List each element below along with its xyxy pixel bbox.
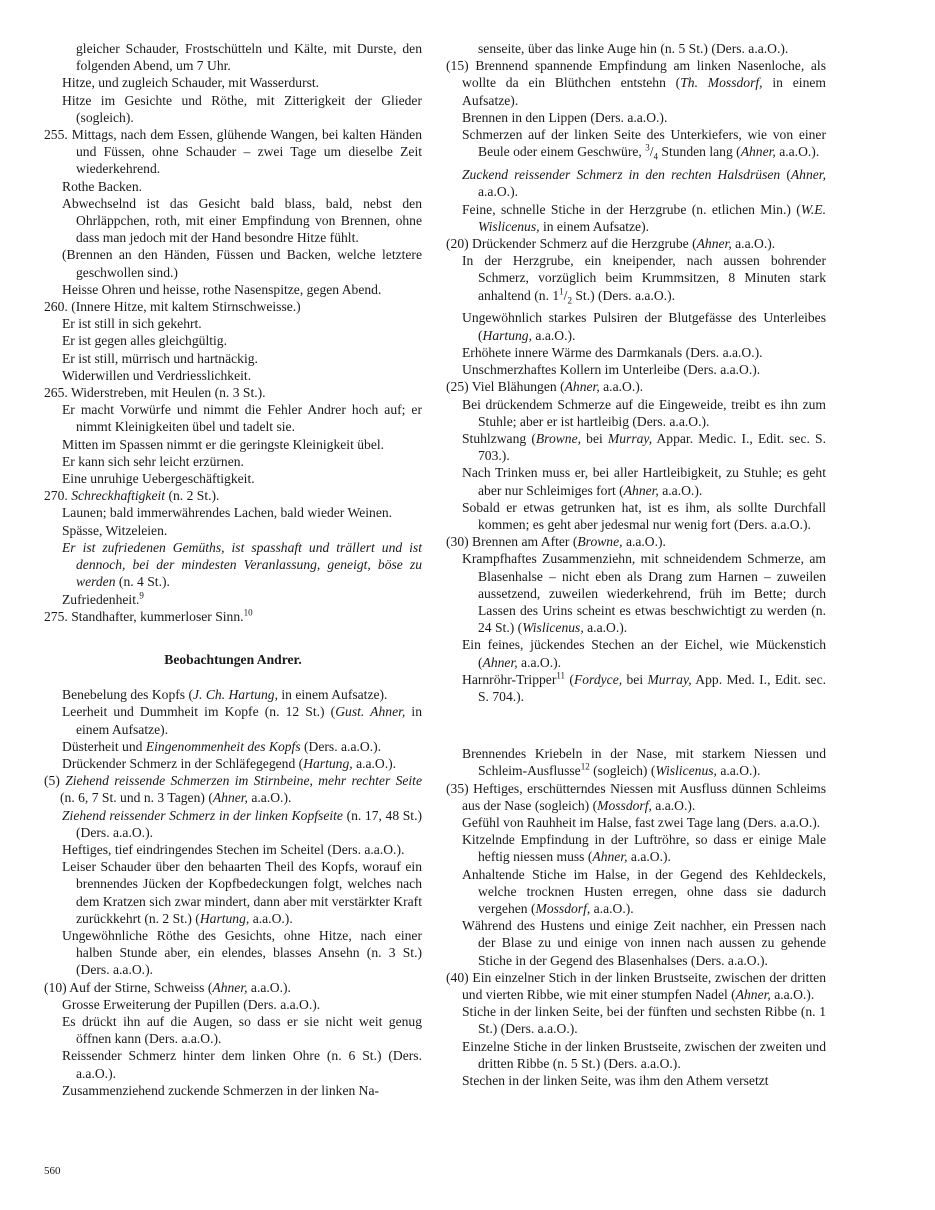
- symptom-entry: Er ist still, mürrisch und hartnäckig.: [62, 350, 258, 366]
- symptom-entry: (Brennen an den Händen, Füssen und Backen, welche letztere geschwollen sind.): [62, 247, 422, 280]
- symptom-entry: Er ist still in sich gekehrt.: [62, 316, 202, 332]
- symptom-entry: Hitze im Gesichte und Röthe, mit Zitterigkeit der Glieder (sogleich).: [62, 92, 422, 125]
- symptom-entry: Reissender Schmerz hinter dem linken Ohre (n. 6 St.) (Ders. a.a.O.).: [62, 1048, 422, 1081]
- symptom-entry: Stiche in der linken Seite, bei der fünften und sechsten Ribbe (n. 1 St.) (Ders. a.a.O.).: [462, 1004, 826, 1037]
- symptom-entry: Grosse Erweiterung der Pupillen (Ders. a.a.O.).: [62, 996, 321, 1012]
- symptom-entry: Zufriedenheit.$^9$: [62, 589, 144, 607]
- symptom-entry: Drückender Schmerz in der Schläfegegend (Hartung, a.a.O.).: [62, 755, 397, 771]
- symptom-entry: Abwechselnd ist das Gesicht bald blass, bald, nebst den Ohrläppchen, roth, mit einer Empfindung von Brennen, ohne dass man jedoch mit der Hand besondre Hitze fühlt.: [62, 195, 422, 246]
- symptom-entry: Stechen in der linken Seite, was ihm den Athem versetzt: [462, 1073, 769, 1089]
- symptom-entry: Ziehend reissender Schmerz in der linken Kopfseite (n. 17, 48 St.) (Ders. a.a.O.).: [62, 807, 422, 840]
- symptom-entry: Es drückt ihn auf die Augen, so dass er sie nicht weit genug öffnen kann (Ders. a.a.O.).: [62, 1013, 422, 1047]
- symptom-entry: (5) Ziehend reissende Schmerzen im Stirnbeine, mehr rechter Seite (n. 6, 7 St. und n. 3 Tagen) (Ahner, a.a.O.).: [44, 773, 422, 806]
- page-number: 560: [44, 1165, 61, 1177]
- symptom-entry: Widerwillen und Verdriesslichkeit.: [62, 367, 252, 383]
- symptom-entry: 270. Schreckhaftigkeit (n. 2 St.).: [44, 488, 220, 504]
- symptom-entry: Brennendes Kriebeln in der Nase, mit starkem Niessen und Schleim-Ausflusse$^{12}$ (sogleich) (Wislicenus, a.a.O.).: [462, 746, 826, 779]
- symptom-entry: Nach Trinken muss er, bei aller Hartleibigkeit, zu Stuhle; es geht aber nur Schleimiges fort (Ahner, a.a.O.).: [462, 465, 826, 498]
- symptom-entry: Krampfhaftes Zusammenziehn, mit schneidendem Schmerze, am Blasenhalse – nicht eben als Drang zum Harnen – zuweilen aussetzend, zuweilen wiederkehrend, früh im Bette; durch Lassen des Urins scheint es etwas beschwichtigt zu werden (n. 24 St.) (Wislicenus, a.a.O.).: [462, 551, 826, 636]
- symptom-entry: Heisse Ohren und heisse, rothe Nasenspitze, gegen Abend.: [62, 281, 382, 297]
- symptom-entry: In der Herzgrube, ein kneipender, nach aussen bohrender Schmerz, vorzüglich beim Krummsitzen, 8 Minuten stark anhaltend (n. $1^1/_2$ St.) (Ders. a.a.O.).: [462, 253, 826, 306]
- symptom-entry: Benebelung des Kopfs (J. Ch. Hartung, in einem Aufsatze).: [62, 687, 388, 703]
- right-column: [446, 40, 826, 1089]
- symptom-entry: Er ist gegen alles gleichgültig.: [62, 333, 227, 349]
- symptom-entry: Heftiges, tief eindringendes Stechen im Scheitel (Ders. a.a.O.).: [62, 841, 405, 857]
- symptom-entry: Einzelne Stiche in der linken Brustseite, zwischen der zweiten und dritten Ribbe (n. 5 St.) (Ders. a.a.O.).: [462, 1038, 826, 1071]
- symptom-entry: Ein feines, jückendes Stechen an der Eichel, wie Mückenstich (Ahner, a.a.O.).: [462, 637, 826, 670]
- symptom-entry: Unschmerzhaftes Kollern im Unterleibe (Ders. a.a.O.).: [462, 362, 761, 378]
- symptom-entry: Feine, schnelle Stiche in der Herzgrube (n. etlichen Min.) (W.E. Wislicenus, in einem Aufsatze).: [462, 201, 826, 234]
- symptom-entry: Gefühl von Rauhheit im Halse, fast zwei Tage lang (Ders. a.a.O.).: [462, 814, 821, 830]
- symptom-entry: Zusammenziehend zuckende Schmerzen in der linken Na-: [62, 1082, 380, 1098]
- symptom-entry: Er kann sich sehr leicht erzürnen.: [62, 453, 244, 469]
- symptom-entry: Zuckend reissender Schmerz in den rechten Halsdrüsen (Ahner, a.a.O.).: [462, 167, 826, 200]
- symptom-entry: Anhaltende Stiche im Halse, in der Gegend des Kehldeckels, welche trocknen Husten erregen, ohne dass sie dadurch vergehen (Mossdorf, a.a.O.).: [462, 866, 826, 916]
- symptom-entry: Spässe, Witzeleien.: [62, 522, 168, 538]
- symptom-entry: Launen; bald immerwährendes Lachen, bald wieder Weinen.: [62, 505, 393, 521]
- symptom-entry: senseite, über das linke Auge hin (n. 5 St.) (Ders. a.a.O.).: [478, 41, 789, 56]
- left-column: [44, 40, 422, 1099]
- left-entries-top: [44, 40, 422, 625]
- symptom-entry: 265. Widerstreben, mit Heulen (n. 3 St.).: [44, 385, 266, 401]
- symptom-entry: Hitze, und zugleich Schauder, mit Wasserdurst.: [62, 75, 320, 91]
- symptom-entry: (25) Viel Blähungen (Ahner, a.a.O.).: [446, 379, 644, 395]
- column-gap: [446, 705, 826, 745]
- symptom-entry: Stuhlzwang (Browne, bei Murray, Appar. Medic. I., Edit. sec. S. 703.).: [462, 430, 826, 464]
- symptom-entry: Schmerzen auf der linken Seite des Unterkiefers, wie von einer Beule oder einem Geschwüre, $^3/_4$ Stunden lang (Ahner, a.a.O.).: [462, 127, 826, 162]
- symptom-entry: (10) Auf der Stirne, Schweiss (Ahner, a.a.O.).: [44, 979, 291, 995]
- symptom-entry: Er macht Vorwürfe und nimmt die Fehler Andrer hoch auf; er nimmt Kleinigkeiten übel und tadelt sie.: [62, 402, 422, 435]
- symptom-entry: 255. Mittags, nach dem Essen, glühende Wangen, bei kalten Händen und Füssen, ohne Schauder – zwei Tage um dieselbe Zeit wiederkehrend.: [44, 127, 422, 177]
- symptom-entry: (20) Drückender Schmerz auf die Herzgrube (Ahner, a.a.O.).: [446, 235, 776, 251]
- symptom-entry: gleicher Schauder, Frostschütteln und Kälte, mit Durste, den folgenden Abend, um 7 Uhr.: [76, 41, 422, 74]
- symptom-entry: Ungewöhnlich starkes Pulsiren der Blutgefässe des Unterleibes (Hartung, a.a.O.).: [462, 310, 826, 343]
- symptom-entry: Er ist zufriedenen Gemüths, ist spasshaft und trällert und ist dennoch, bei der mindesten Veranlassung, geneigt, böse zu werden (n. 4 St.).: [62, 539, 422, 590]
- symptom-entry: Leerheit und Dummheit im Kopfe (n. 12 St.) (Gust. Ahner, in einem Aufsatze).: [62, 704, 422, 737]
- left-entries-bottom: [44, 686, 422, 1099]
- symptom-entry: Harnröhr-Tripper$^{11}$ (Fordyce, bei Murray, App. Med. I., Edit. sec. S. 704.).: [462, 670, 827, 704]
- symptom-entry: (30) Brennen am After (Browne, a.a.O.).: [446, 534, 666, 550]
- symptom-entry: Während des Hustens und einige Zeit nachher, ein Pressen nach der Blase zu und einige von innen nach aussen zu gehende Stiche in der Gegend des Blasenhalses (Ders. a.a.O.).: [462, 918, 826, 968]
- symptom-entry: Bei drückendem Schmerze auf die Eingeweide, treibt es ihn zum Stuhle; aber er ist hartleibig (Ders. a.a.O.).: [462, 396, 826, 429]
- symptom-entry: Rothe Backen.: [62, 178, 143, 194]
- symptom-entry: (40) Ein einzelner Stich in der linken Brustseite, zwischen der dritten und vierten Ribbe, wie mit einer stumpfen Nadel (Ahner, a.a.O.).: [446, 969, 826, 1002]
- right-entries-top: [446, 40, 826, 705]
- symptom-entry: Erhöhete innere Wärme des Darmkanals (Ders. a.a.O.).: [462, 344, 763, 360]
- section-heading: Beobachtungen Andrer.: [164, 651, 302, 667]
- symptom-entry: Düsterheit und Eingenommenheit des Kopfs (Ders. a.a.O.).: [62, 738, 382, 754]
- symptom-entry: Sobald er etwas getrunken hat, ist es ihm, als sollte Durchfall kommen; es geht aber jedesmal nur wenig fort (Ders. a.a.O.).: [462, 499, 826, 532]
- symptom-entry: 275. Standhafter, kummerloser Sinn.$^{10}$: [44, 607, 253, 624]
- symptom-entry: Eine unruhige Uebergeschäftigkeit.: [62, 471, 255, 487]
- symptom-entry: (35) Heftiges, erschütterndes Niessen mit Ausfluss dünnen Schleims aus der Nase (sogleich) (Mossdorf, a.a.O.).: [446, 780, 826, 813]
- symptom-entry: Mitten im Spassen nimmt er die geringste Kleinigkeit übel.: [62, 436, 385, 452]
- symptom-entry: (15) Brennend spannende Empfindung am linken Nasenloche, als wollte da ein Blüthchen entstehn (Th. Mossdorf, in einem Aufsatze).: [446, 58, 826, 108]
- symptom-entry: Brennen in den Lippen (Ders. a.a.O.).: [462, 109, 668, 125]
- symptom-entry: Ungewöhnliche Röthe des Gesichts, ohne Hitze, nach einer halben Stunde aber, ein elendes, blasses Ansehn (n. 3 St.) (Ders. a.a.O.).: [62, 927, 422, 978]
- symptom-entry: Kitzelnde Empfindung in der Luftröhre, so dass er einige Male heftig niessen muss (Ahner, a.a.O.).: [462, 832, 826, 865]
- symptom-entry: Leiser Schauder über den behaarten Theil des Kopfs, worauf ein brennendes Jücken der Kopfbedeckungen folgt, welches nach dem Kratzen sich zwar mindert, dann aber mit verstärkter Kraft zurückkehrt (n. 2 St.) (Hartung, a.a.O.).: [62, 859, 422, 926]
- symptom-entry: 260. (Innere Hitze, mit kaltem Stirnschweisse.): [44, 299, 301, 315]
- right-entries-bottom: [446, 745, 826, 1089]
